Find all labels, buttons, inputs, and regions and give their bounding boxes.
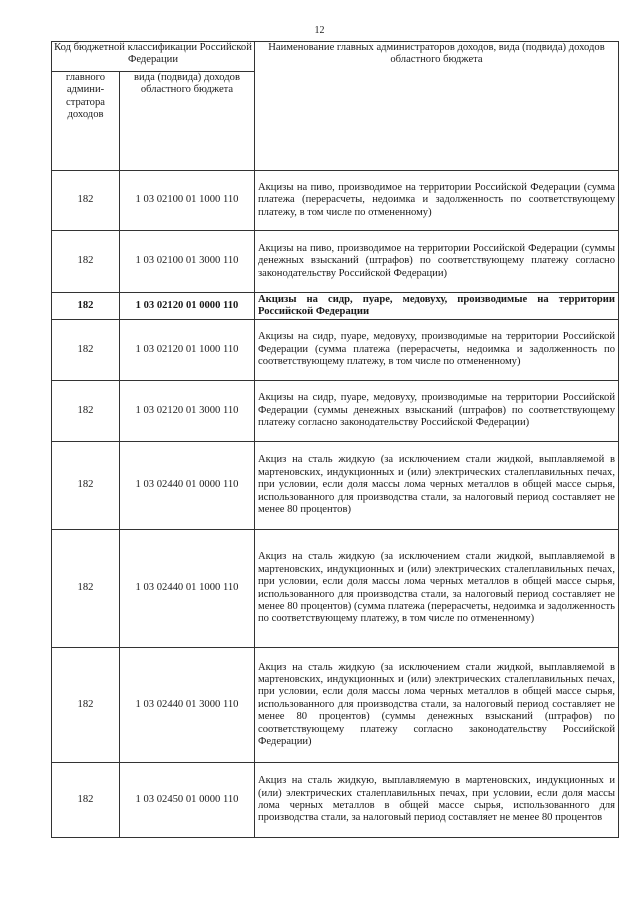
- group-header: Код бюджетной классификации Российской Федерации: [52, 42, 255, 72]
- admin-code-cell: 182: [52, 763, 120, 838]
- admin-code-cell: 182: [52, 442, 120, 530]
- name-cell: Акцизы на пиво, производимое на территории Российской Федерации (сумма платежа (перерасчеты, недоимка и задолженность по соответствующему платежу, в том числе по отмененному): [255, 171, 619, 231]
- admin-code-cell: 182: [52, 171, 120, 231]
- kbk-code-cell: 1 03 02440 01 0000 110: [120, 442, 255, 530]
- table-row: [52, 293, 619, 320]
- table-row: [52, 530, 619, 648]
- name-cell: Акцизы на сидр, пуаре, медовуху, производимые на территории Российской Федерации (суммы денежных взысканий (штрафов) по соответствующему платежу согласно законодательству Российской Федерации): [255, 381, 619, 442]
- kbk-code-cell: 1 03 02120 01 3000 110: [120, 381, 255, 442]
- admin-column-header: главного админи- стратора доходов: [52, 72, 120, 171]
- table-row: [52, 320, 619, 381]
- admin-code-cell: 182: [52, 530, 120, 648]
- name-cell: Акцизы на сидр, пуаре, медовуху, производимые на территории Российской Федерации: [255, 293, 619, 320]
- name-cell: Акцизы на сидр, пуаре, медовуху, производимые на территории Российской Федерации (сумма платежа (перерасчеты, недоимка и задолженность по соответствующему платежу, в том числе по отмененному): [255, 320, 619, 381]
- code-column-header: вида (подвида) доходов областного бюджета: [120, 72, 255, 171]
- kbk-code-cell: 1 03 02100 01 3000 110: [120, 231, 255, 293]
- admin-code-cell: 182: [52, 381, 120, 442]
- name-cell: Акциз на сталь жидкую (за исключением стали жидкой, выплавляемой в мартеновских, индукционных и (или) электрических сталеплавильных печах, при условии, если доля массы лома черных металлов в общей массе сырья, использованного для производства стали, за налоговый период составляет не менее 80 процентов): [255, 442, 619, 530]
- table-row: [52, 381, 619, 442]
- admin-code-cell: 182: [52, 231, 120, 293]
- kbk-code-cell: 1 03 02120 01 1000 110: [120, 320, 255, 381]
- table-row: [52, 763, 619, 838]
- table-row: [52, 231, 619, 293]
- admin-code-cell: 182: [52, 320, 120, 381]
- kbk-code-cell: 1 03 02440 01 3000 110: [120, 648, 255, 763]
- name-cell: Акциз на сталь жидкую (за исключением стали жидкой, выплавляемой в мартеновских, индукционных и (или) электрических сталеплавильных печах, при условии, если доля массы лома черных металлов в общей массе сырья, использованного для производства стали, за налоговый период составляет не менее 80 процентов) (сумма платежа (перерасчеты, недоимка и задолженность по соответствующему платежу, в том числе по отмененному): [255, 530, 619, 648]
- kbk-code-cell: 1 03 02450 01 0000 110: [120, 763, 255, 838]
- budget-classification-table: [51, 41, 619, 838]
- kbk-code-cell: 1 03 02100 01 1000 110: [120, 171, 255, 231]
- table-row: [52, 648, 619, 763]
- page-number: 12: [314, 25, 325, 36]
- name-cell: Акциз на сталь жидкую (за исключением стали жидкой, выплавляемой в мартеновских, индукционных и (или) электрических сталеплавильных печах, при условии, если доля массы лома черных металлов в общей массе сырья, использованного для производства стали, за налоговый период составляет не менее 80 процентов) (суммы денежных взысканий (штрафов) по соответствующему платежу согласно законодательству Российской Федерации): [255, 648, 619, 763]
- name-column-header: Наименование главных администраторов доходов, вида (подвида) доходов областного бюджета: [255, 42, 619, 171]
- name-cell: Акциз на сталь жидкую, выплавляемую в мартеновских, индукционных и (или) электрических сталеплавильных печах, при условии, если доля массы лома черных металлов в общей массе сырья, использованного для производства стали, за налоговый период составляет не менее 80 процентов: [255, 763, 619, 838]
- kbk-code-cell: 1 03 02440 01 1000 110: [120, 530, 255, 648]
- table-row: [52, 171, 619, 231]
- name-cell: Акцизы на пиво, производимое на территории Российской Федерации (суммы денежных взысканий (штрафов) по соответствующему платежу согласно законодательству Российской Федерации): [255, 231, 619, 293]
- admin-code-cell: 182: [52, 293, 120, 320]
- table-row: [52, 442, 619, 530]
- admin-code-cell: 182: [52, 648, 120, 763]
- kbk-code-cell: 1 03 02120 01 0000 110: [120, 293, 255, 320]
